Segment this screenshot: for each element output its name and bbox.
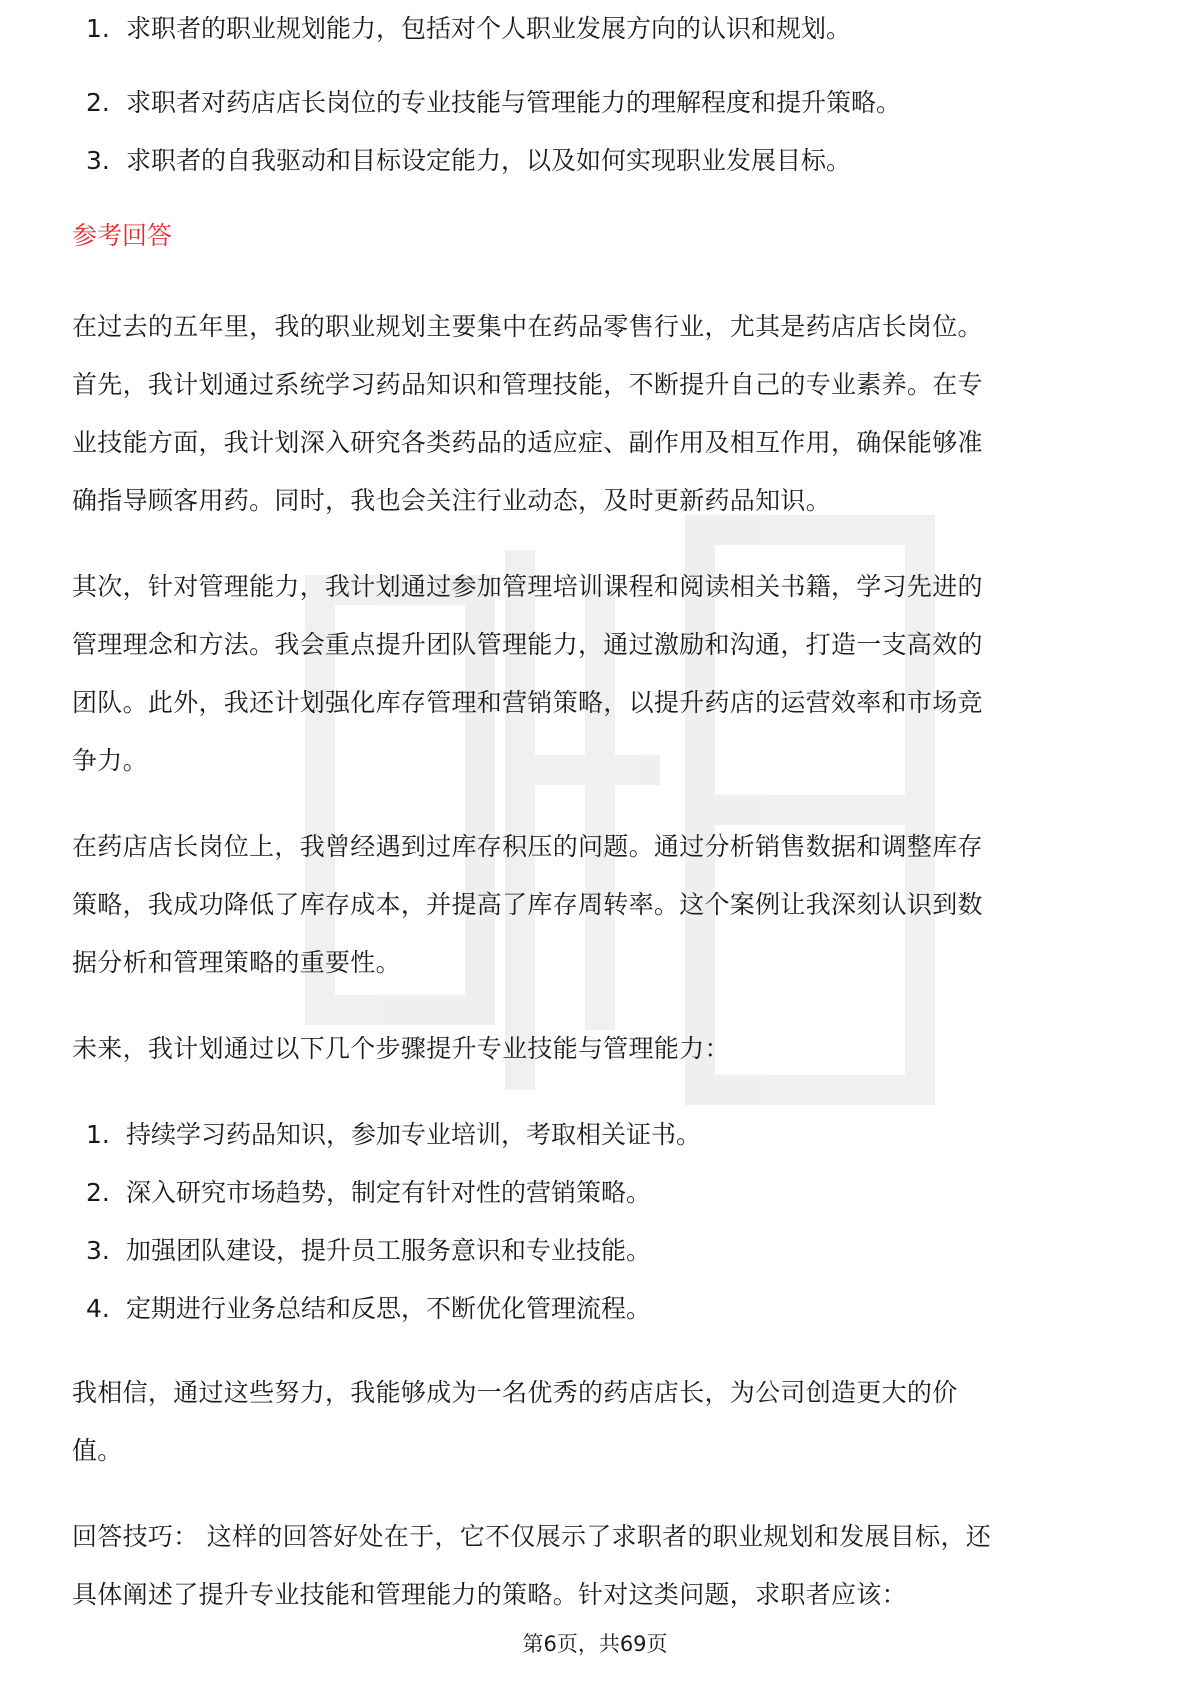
paragraph-line: 未来，我计划通过以下几个步骤提升专业技能与管理能力： xyxy=(72,1034,730,1063)
steps-list xyxy=(72,1106,1122,1338)
list-item xyxy=(86,132,1122,190)
paragraph-line: 回答技巧： 这样的回答好处在于，它不仅展示了求职者的职业规划和发展目标，还 xyxy=(72,1522,992,1551)
paragraph-line: 首先，我计划通过系统学习药品知识和管理技能，不断提升自己的专业素养。在专 xyxy=(72,370,983,399)
paragraph-line: 在药店店长岗位上，我曾经遇到过库存积压的问题。通过分析销售数据和调整库存 xyxy=(72,832,983,861)
paragraph-line: 争力。 xyxy=(72,746,148,775)
tips-paragraph xyxy=(72,1508,1122,1624)
paragraph-line: 管理理念和方法。我会重点提升团队管理能力，通过激励和沟通，打造一支高效的 xyxy=(72,630,983,659)
list-text: 求职者的职业规划能力，包括对个人职业发展方向的认识和规划。 xyxy=(126,14,852,43)
list-item xyxy=(86,1222,1122,1280)
list-number: 2. xyxy=(86,1178,110,1207)
paragraph-line: 据分析和管理策略的重要性。 xyxy=(72,948,401,977)
list-number: 3. xyxy=(86,1236,110,1265)
answer-paragraph-3 xyxy=(72,818,1122,992)
list-text: 深入研究市场趋势，制定有针对性的营销策略。 xyxy=(126,1178,652,1207)
list-number: 1. xyxy=(86,1120,110,1149)
list-text: 求职者的自我驱动和目标设定能力，以及如何实现职业发展目标。 xyxy=(126,146,852,175)
list-item xyxy=(86,74,1122,132)
list-text: 加强团队建设，提升员工服务意识和专业技能。 xyxy=(126,1236,652,1265)
list-number: 3. xyxy=(86,146,110,175)
list-text: 持续学习药品知识，参加专业培训，考取相关证书。 xyxy=(126,1120,702,1149)
paragraph-line: 确指导顾客用药。同时，我也会关注行业动态，及时更新药品知识。 xyxy=(72,486,832,515)
list-item xyxy=(86,1164,1122,1222)
paragraph-line: 具体阐述了提升专业技能和管理能力的策略。针对这类问题，求职者应该： xyxy=(72,1580,907,1609)
paragraph-line: 在过去的五年里，我的职业规划主要集中在药品零售行业，尤其是药店店长岗位。 xyxy=(72,312,983,341)
answer-paragraph-2 xyxy=(72,558,1122,790)
closing-paragraph xyxy=(72,1364,1122,1480)
answer-paragraph-4 xyxy=(72,1020,1122,1078)
list-text: 定期进行业务总结和反思，不断优化管理流程。 xyxy=(126,1294,652,1323)
steps-list-block xyxy=(72,1106,1122,1338)
paragraph-line: 团队。此外，我还计划强化库存管理和营销策略，以提升药店的运营效率和市场竞 xyxy=(72,688,983,717)
list-number: 4. xyxy=(86,1294,110,1323)
document-content xyxy=(72,14,1122,1652)
paragraph-line: 策略，我成功降低了库存成本，并提高了库存周转率。这个案例让我深刻认识到数 xyxy=(72,890,983,919)
list-number: 1. xyxy=(86,14,110,43)
paragraph-line: 我相信，通过这些努力，我能够成为一名优秀的药店店长，为公司创造更大的价 xyxy=(72,1378,958,1407)
paragraph-line: 其次，针对管理能力，我计划通过参加管理培训课程和阅读相关书籍，学习先进的 xyxy=(72,572,983,601)
list-item xyxy=(86,1106,1122,1164)
list-number: 2. xyxy=(86,88,110,117)
paragraph-line: 业技能方面，我计划深入研究各类药品的适应症、副作用及相互作用，确保能够准 xyxy=(72,428,983,457)
answer-paragraph-1 xyxy=(72,298,1122,530)
section-title: 参考回答 xyxy=(72,221,173,250)
list-item xyxy=(86,0,1122,58)
paragraph-line: 值。 xyxy=(72,1436,123,1465)
page-number-footer: 第6页，共69页 xyxy=(522,1632,668,1656)
criteria-item-clipped xyxy=(86,14,1122,58)
list-text: 求职者对药店店长岗位的专业技能与管理能力的理解程度和提升策略。 xyxy=(126,88,902,117)
list-item xyxy=(86,1280,1122,1338)
criteria-list xyxy=(72,14,1122,190)
